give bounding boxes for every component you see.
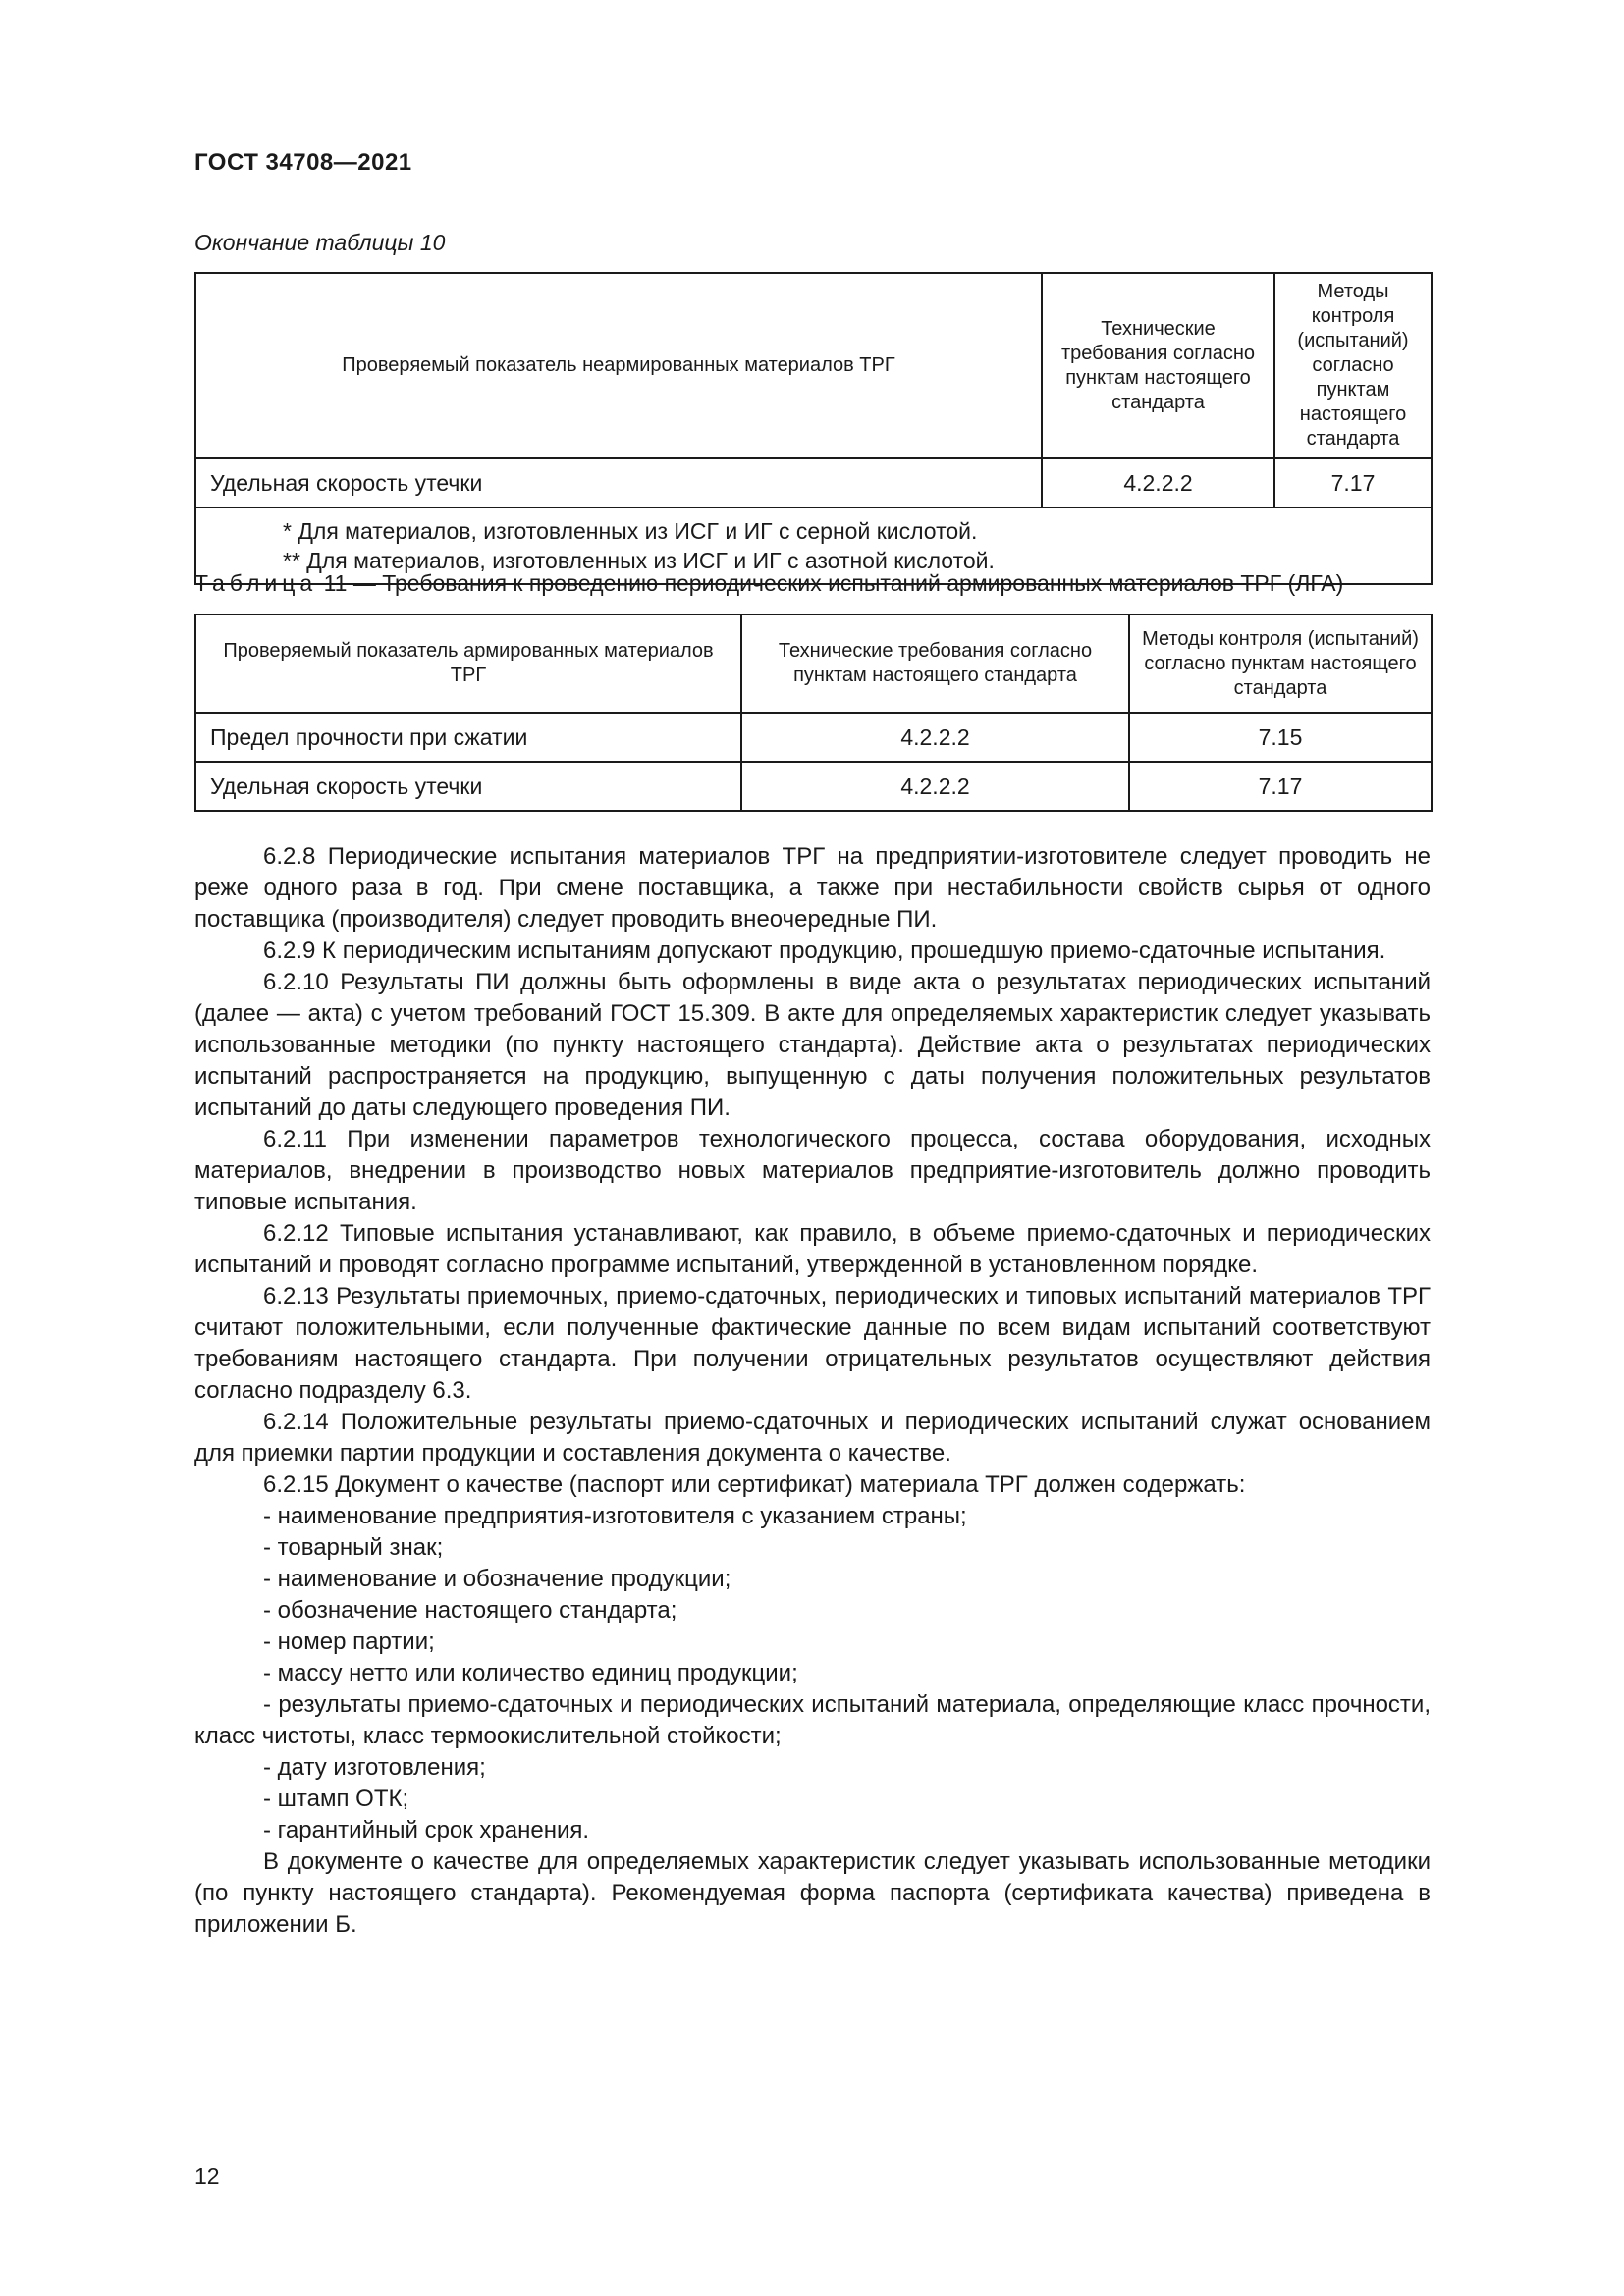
column-header: Технические требования согласно пунктам настоящего стандарта [741, 614, 1129, 713]
document-title: ГОСТ 34708—2021 [194, 149, 412, 176]
table-cell: Удельная скорость утечки [195, 762, 741, 811]
table-cell: 4.2.2.2 [741, 713, 1129, 762]
list-item: - обозначение настоящего стандарта; [263, 1597, 677, 1624]
column-header: Проверяемый показатель неармированных материалов ТРГ [195, 273, 1042, 458]
table-11-caption [194, 570, 1343, 597]
list-item: - наименование и обозначение продукции; [263, 1566, 731, 1592]
table-cell: 7.15 [1129, 713, 1432, 762]
table-label: Таблица [194, 570, 318, 596]
list-item: - номер партии; [263, 1629, 435, 1655]
list-item: - штамп ОТК; [263, 1786, 409, 1812]
paragraph-6-2-14: 6.2.14 Положительные результаты приемо-сдаточных и периодических испытаний служат основанием для приемки партии продукции и составления документа о качестве. [194, 1409, 1431, 1467]
paragraph-6-2-9: 6.2.9 К периодическим испытаниям допускают продукцию, прошедшую приемо-сдаточные испытания. [263, 937, 1386, 964]
table-header-row [195, 273, 1432, 458]
table-row [195, 713, 1432, 762]
list-item: - массу нетто или количество единиц продукции; [263, 1660, 798, 1686]
table-cell: 7.17 [1129, 762, 1432, 811]
list-item: - результаты приемо-сдаточных и периодических испытаний материала, определяющие класс прочности, класс чистоты, класс термоокислительной стойкости; [194, 1691, 1431, 1749]
table-cell: 4.2.2.2 [1042, 458, 1274, 507]
list-item: - товарный знак; [263, 1534, 444, 1561]
page-number: 12 [194, 2163, 220, 2189]
paragraph-6-2-13: 6.2.13 Результаты приемочных, приемо-сдаточных, периодических и типовых испытаний материалов ТРГ считают положительными, если полученные фактические данные по всем видам испытаний соответствуют требованиям настоящего стандарта. При получении отрицательных результатов осуществляют действия согласно подразделу 6.3. [194, 1283, 1431, 1404]
column-header: Методы контроля (испытаний) согласно пунктам настоящего стандарта [1274, 273, 1432, 458]
table-row [195, 762, 1432, 811]
column-header: Проверяемый показатель армированных материалов ТРГ [195, 614, 741, 713]
column-header: Технические требования согласно пунктам настоящего стандарта [1042, 273, 1274, 458]
paragraph-6-2-10: 6.2.10 Результаты ПИ должны быть оформлены в виде акта о результатах периодических испытаний (далее — акта) с учетом требований ГОСТ 15.309. В акте для определяемых характеристик следует указывать использованные методики (по пункту настоящего стандарта). Действие акта о результатах периодических испытаний распространяется на продукцию, выпущенную с даты получения положительных результатов испытаний до даты следующего проведения ПИ. [194, 969, 1431, 1121]
table-cell: Удельная скорость утечки [195, 458, 1042, 507]
table-note: * Для материалов, изготовленных из ИСГ и ИГ с серной кислотой. [283, 518, 978, 544]
table-note: ** Для материалов, изготовленных из ИСГ и ИГ с азотной кислотой. [283, 548, 995, 573]
table-cell: 4.2.2.2 [741, 762, 1129, 811]
table-continuation-caption: Окончание таблицы 10 [194, 230, 446, 255]
paragraph-6-2-11: 6.2.11 При изменении параметров технологического процесса, состава оборудования, исходных материалов, внедрении в производство новых материалов предприятие-изготовитель должно проводить типовые испытания. [194, 1126, 1431, 1215]
table-header-row [195, 614, 1432, 713]
table-cell: Предел прочности при сжатии [195, 713, 741, 762]
list-item: - наименование предприятия-изготовителя с указанием страны; [263, 1503, 967, 1529]
paragraph-6-2-8: 6.2.8 Периодические испытания материалов ТРГ на предприятии-изготовителе следует проводить не реже одного раза в год. При смене поставщика, а также при нестабильности свойств сырья от одного поставщика (производителя) следует проводить внеочередные ПИ. [194, 843, 1431, 933]
table-row [195, 458, 1432, 507]
paragraph-6-2-12: 6.2.12 Типовые испытания устанавливают, как правило, в объеме приемо-сдаточных и периодических испытаний и проводят согласно программе испытаний, утвержденной в установленном порядке. [194, 1220, 1431, 1278]
table-cell: 7.17 [1274, 458, 1432, 507]
table-11 [194, 614, 1433, 812]
table-10 [194, 272, 1433, 585]
list-item: - дату изготовления; [263, 1754, 486, 1781]
paragraph-6-2-15: 6.2.15 Документ о качестве (паспорт или сертификат) материала ТРГ должен содержать: [263, 1471, 1246, 1498]
body-text [194, 841, 1431, 1941]
list-item: - гарантийный срок хранения. [263, 1817, 590, 1843]
paragraph-final: В документе о качестве для определяемых характеристик следует указывать использованные методики (по пункту настоящего стандарта). Рекомендуемая форма паспорта (сертификата качества) приведена в приложении Б. [194, 1848, 1431, 1938]
table-title: 11 — Требования к проведению периодических испытаний армированных материалов ТРГ (ЛГА) [317, 570, 1344, 596]
column-header: Методы контроля (испытаний) согласно пунктам настоящего стандарта [1129, 614, 1432, 713]
